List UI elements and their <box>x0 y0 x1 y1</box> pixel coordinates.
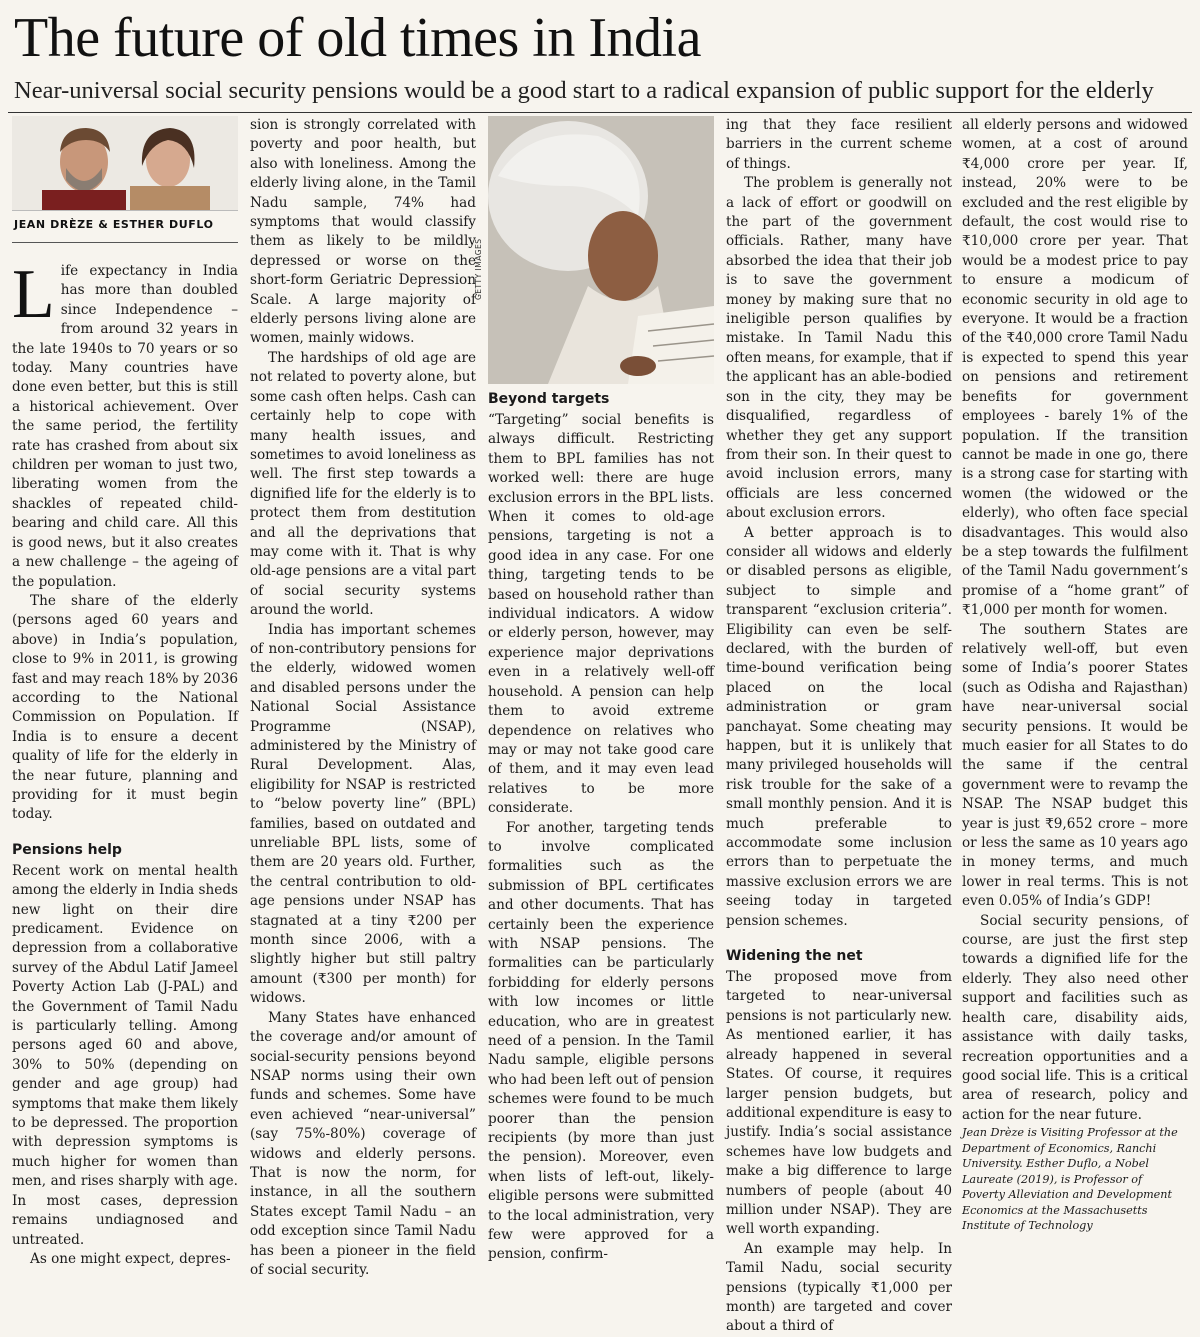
paragraph <box>12 256 238 592</box>
paragraph: ing that they face resilient barriers in the current scheme of things. <box>726 117 952 172</box>
drop-cap: L <box>12 256 55 333</box>
paragraph: The proposed move from targeted to near-universal pensions is not particularly new. As mentioned earlier, it has already happened in several States. Of course, it requires larger pension budgets, but additional expenditure is easy to justify. India’s social assistance schemes have low budgets and make a big difference to large numbers of people (about 40 million under NSAP). They are well worth expanding. <box>726 969 952 1238</box>
top-rule <box>8 112 1192 113</box>
paragraph: Recent work on mental health among the elderly in India sheds new light on their dire predicament. Evidence on depression from a collaborative survey of the Abdul Latif Jameel Poverty Action Lab (J-PAL) and the Government of Tamil Nadu is particularly telling. Among persons aged 60 and above, 30% to 50% (depending on gender and age group) had symptoms that make them likely to be depressed. The proportion with depression symptoms is much higher for women than men, and rises sharply with age. In most cases, depression remains undiagnosed and untreated. <box>12 862 239 1248</box>
paragraph: The share of the elderly (persons aged 60 years and above) in India’s population, close to 9% in 2011, is growing fast and may reach 18% by 2036 according to the National Commission on Population. If India is to ensure a decent quality of life for the elderly in the near future, planning and providing for it must begin today. <box>12 592 238 823</box>
paragraph: The problem is generally not a lack of effort or goodwill on the part of the government officials. Rather, many have absorbed the idea that their job is to save the government money by making sure that no ineligible person qualifies by mistake. In Tamil Nadu this often means, for example, that if the applicant has an able-bodied son in the city, they may be disqualified, regardless of whether they get any support from their son. In their quest to avoid inclusion errors, many officials are less concerned about exclusion errors. <box>726 175 952 522</box>
paragraph: A better approach is to consider all widows and elderly or disabled persons as eligible, subject to simple and transparent “exclusion criteria”. Eligibility can even be self-declared, with the burden of time-bound verification being placed on the local administration or gram panchayat. Some cheating may happen, but it is unlikely that many privileged households will risk trouble for the sake of a small monthly pension. And it is much preferable to accommodate some inclusion errors than to perpetuate the massive exclusion errors we are seeing today in targeted pension schemes. <box>726 524 952 929</box>
author-note: Jean Drèze is Visiting Professor at the Department of Economics, Ranchi University. Esther Duflo, a Nobel Laureate (2019), is Professor of Poverty Alleviation and Development Economics at the Massachusetts Institute of Technology <box>962 1126 1178 1233</box>
column-3 <box>488 390 714 1263</box>
byline-rule <box>12 242 238 243</box>
column-1 <box>12 256 239 1267</box>
paragraph: As one might expect, depres- <box>30 1250 231 1267</box>
paragraph: The hardships of old age are not related to poverty alone, but some cash often helps. Cash can certainly help to cope with many health issues, and sometimes to avoid loneliness as well. The first step towards a dignified life for the elderly is to protect them from destitution and all the deprivations that may come with it. That is why old-age pensions are a vital part of social security systems around the world. <box>250 349 476 619</box>
paragraph: India has important schemes of non-contributory pensions for the elderly, widowed women and disabled persons under the National Social Assistance Programme (NSAP), administered by the Ministry of Rural Development. Alas, eligibility for NSAP is restricted to “below poverty line” (BPL) families, based on outdated and unreliable BPL lists, some of them are 20 years old. Further, the central contribution to old-age pensions under NSAP has stagnated at a tiny ₹200 per month since 2006, with a slightly higher but still paltry amount (₹300 per month) for widows. <box>250 621 476 1007</box>
paragraph: “Targeting” social benefits is always difficult. Restricting them to BPL families has not worked well: there are huge exclusion errors in the BPL lists. When it comes to old-age pensions, targeting is not a good idea in any case. For one thing, targeting tends to be based on household rather than individual indicators. A widow or elderly person, however, may experience major deprivations even in a relatively well-off household. A pension can help them to avoid extreme dependence on relatives who may or may not take good care of them, and it may even lead relatives to be more considerate. <box>488 412 714 817</box>
standfirst: Near-universal social security pensions would be a good start to a radical expansion of public support for the elderly <box>14 77 1154 104</box>
paragraph: Many States have enhanced the coverage and/or amount of social-security pensions beyond NSAP norms using their own funds and schemes. Some have even achieved “near-universal” (say 75%-80%) coverage of widows and elderly persons. That is now the norm, for instance, in all the southern States except Tamil Nadu – an odd exception since Tamil Nadu has been a pioneer in the field of social security. <box>250 1009 476 1278</box>
byline: JEAN DRÈZE & ESTHER DUFLO <box>14 218 214 231</box>
subheading: Pensions help <box>12 841 122 858</box>
subheading: Beyond targets <box>488 391 610 407</box>
paragraph: For another, targeting tends to involve complicated formalities such as the submission of BPL certificates and other documents. That has certainly been the experience with NSAP pensions. The formalities can be particularly forbidding for elderly persons with low incomes or little education, who are in greatest need of a pension. In the Tamil Nadu sample, eligible persons who had been left out of pension schemes were found to be much poorer than the pension recipients (by more than just the pension). Moreover, even when lists of left-out, likely-eligible persons were submitted to the local administration, very few were approved for a pension, confirm- <box>488 819 714 1263</box>
photo-credit: GETTY IMAGES <box>474 238 483 300</box>
paragraph-text: ife expectancy in India has more than doubled since Independence – from around 32 years in the late 1940s to 70 years or so today. Many countries have done even better, but this is still a historical achievement. Over the same period, the fertility rate has crashed from about six children per woman to just two, liberating women from the shackles of repeated child-bearing and child care. All this is good news, but it also creates a new challenge – the ageing of the population. <box>12 263 238 590</box>
paragraph: An example may help. In Tamil Nadu, social security pensions (typically ₹1,000 per month) are targeted and cover about a third of <box>726 1240 952 1335</box>
paragraph: sion is strongly correlated with poverty and poor health, but also with loneliness. Among the elderly living alone, in the Tamil Nadu sample, 74% had symptoms that would classify them as likely to be mildly depressed or worse on the short-form Geriatric Depression Scale. A large majority of elderly persons living alone are women, mainly widows. <box>250 117 476 347</box>
author-photo <box>12 116 238 211</box>
paragraph: all elderly persons and widowed women, at a cost of around ₹4,000 crore per year. If, instead, 20% were to be excluded and the rest eligible by default, the cost would rise to ₹10,000 crore per year. That would be a modest price to pay to ensure a modicum of economic security in old age to everyone. It would be a fraction of the ₹40,000 crore Tamil Nadu is expected to spend this year on pensions and retirement benefits for government employees - barely 1% of the population. If the transition cannot be made in one go, there is a strong case for starting with women (the widowed or the elderly), who often face special disadvantages. This would also be a step towards the fulfilment of the Tamil Nadu government’s promise of a “home grant” of ₹1,000 per month for women. <box>962 117 1188 619</box>
article-photo <box>488 116 714 384</box>
column-5 <box>962 116 1188 1233</box>
paragraph: The southern States are relatively well-off, but even some of India’s poorer States (such as Odisha and Rajasthan) have near-universal social security pensions. It would be much easier for all States to do the same if the central government were to revamp the NSAP. The NSAP budget this year is just ₹9,652 crore – more or less the same as 10 years ago in money terms, and much lower in real terms. This is not even 0.05% of India’s GDP! <box>962 621 1188 910</box>
headline: The future of old times in India <box>14 7 701 69</box>
column-2 <box>250 116 476 1278</box>
subheading: Widening the net <box>726 948 863 965</box>
column-4 <box>726 116 952 1335</box>
paragraph: Social security pensions, of course, are just the first step towards a dignified life for the elderly. They also need other support and facilities such as health care, disability aids, assistance with daily tasks, recreation opportunities and a good social life. This is a critical area of research, policy and action for the near future. <box>962 912 1188 1123</box>
